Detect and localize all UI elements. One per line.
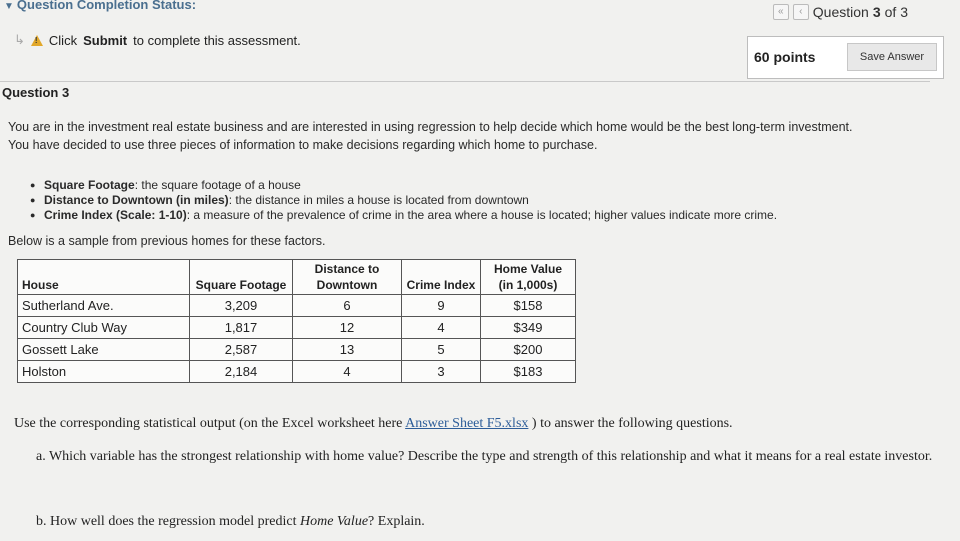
- nav-total: of 3: [884, 4, 908, 20]
- cell-square-footage: 1,817: [190, 317, 293, 339]
- first-question-button[interactable]: «: [773, 4, 789, 20]
- cell-house: Gossett Lake: [18, 339, 190, 361]
- cell-square-footage: 3,209: [190, 295, 293, 317]
- cell-crime-index: 9: [402, 295, 481, 317]
- part-a-question: a. Which variable has the strongest relationship with home value? Describe the type and strength of this relationship and what it means for a real estate investor.: [36, 449, 933, 464]
- cell-home-value: $349: [481, 317, 576, 339]
- list-item: ● Square Footage: the square footage of a house: [30, 178, 777, 193]
- header-house: House: [18, 260, 190, 295]
- header-distance: Distance to Downtown: [293, 260, 402, 295]
- sample-text: Below is a sample from previous homes for these factors.: [8, 234, 326, 248]
- cell-distance: 4: [293, 361, 402, 383]
- list-item: ● Distance to Downtown (in miles): the distance in miles a house is located from downtown: [30, 193, 777, 208]
- save-answer-button[interactable]: Save Answer: [847, 43, 937, 71]
- cell-house: Sutherland Ave.: [18, 295, 190, 317]
- cell-square-footage: 2,587: [190, 339, 293, 361]
- chevron-down-icon: ▼: [4, 1, 14, 12]
- cell-house: Holston: [18, 361, 190, 383]
- submit-instruction: ↳ ! Click Submit to complete this assessment.: [14, 32, 301, 48]
- cell-distance: 13: [293, 339, 402, 361]
- cell-crime-index: 3: [402, 361, 481, 383]
- factor-list: [30, 178, 777, 223]
- table-row: [18, 361, 576, 383]
- points-box: [747, 36, 944, 79]
- homes-table: [17, 259, 576, 383]
- table-header-row: [18, 260, 576, 295]
- answer-sheet-link[interactable]: Answer Sheet F5.xlsx: [405, 416, 529, 431]
- header-crime-index: Crime Index: [402, 260, 481, 295]
- question-navigation: [773, 4, 908, 20]
- cell-house: Country Club Way: [18, 317, 190, 339]
- cell-distance: 6: [293, 295, 402, 317]
- cell-home-value: $158: [481, 295, 576, 317]
- cell-home-value: $200: [481, 339, 576, 361]
- top-bar: [0, 0, 960, 22]
- cell-square-footage: 2,184: [190, 361, 293, 383]
- question-title: Question 3: [2, 85, 70, 100]
- cell-distance: 12: [293, 317, 402, 339]
- cell-crime-index: 5: [402, 339, 481, 361]
- header-square-footage: Square Footage: [190, 260, 293, 295]
- table-row: [18, 317, 576, 339]
- question-header: [0, 81, 930, 100]
- cell-home-value: $183: [481, 361, 576, 383]
- intro-line-2: You have decided to use three pieces of information to make decisions regarding which home to purchase.: [8, 138, 598, 152]
- use-output-instruction: Use the corresponding statistical output (on the Excel worksheet here Answer Sheet F5.xlsx ) to answer the following questions.: [14, 416, 733, 431]
- warning-icon: [31, 35, 43, 46]
- arrow-icon: ↳: [14, 32, 25, 47]
- nav-prefix: Question: [812, 4, 869, 20]
- table-row: [18, 295, 576, 317]
- cell-crime-index: 4: [402, 317, 481, 339]
- question-completion-status-link[interactable]: ▼ Question Completion Status:: [4, 0, 197, 12]
- table-row: [18, 339, 576, 361]
- previous-question-button[interactable]: ‹: [793, 4, 809, 20]
- points-value: 60 points: [754, 49, 816, 65]
- part-b-question: b. How well does the regression model predict Home Value? Explain.: [36, 514, 425, 529]
- header-home-value: Home Value (in 1,000s): [481, 260, 576, 295]
- intro-line-1: You are in the investment real estate business and are interested in using regression to help decide which home would be the best long-term investment.: [8, 120, 853, 134]
- nav-current: 3: [872, 4, 881, 20]
- list-item: ● Crime Index (Scale: 1-10): a measure of the prevalence of crime in the area where a house is located; higher values indicate more crime.: [30, 208, 777, 223]
